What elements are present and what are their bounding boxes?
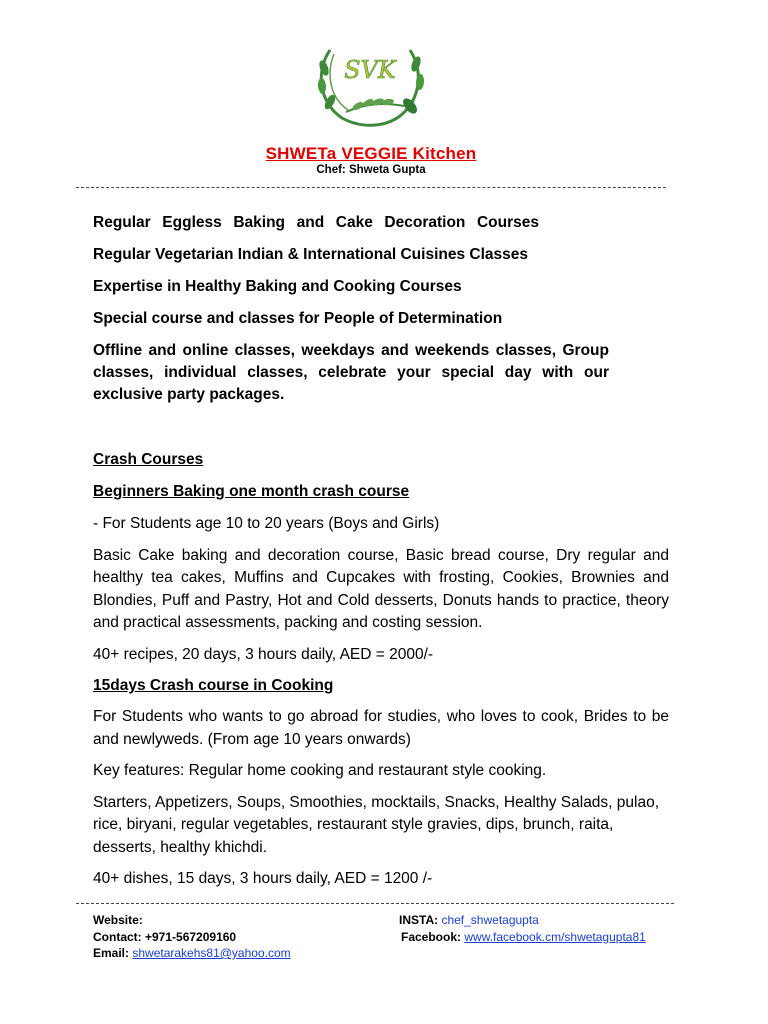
intro-line: Expertise in Healthy Baking and Cooking Courses: [93, 278, 462, 295]
divider-top: [76, 187, 666, 188]
crash-courses-section: [93, 449, 669, 891]
insta-handle[interactable]: chef_shwetagupta: [441, 913, 539, 927]
intro-line: Regular Eggless Baking and Cake Decoration Courses: [93, 214, 539, 231]
contact-phone: Contact: +971-567209160: [93, 929, 237, 944]
cooking-course-heading: 15days Crash course in Cooking: [93, 677, 334, 694]
baking-pricing: 40+ recipes, 20 days, 3 hours daily, AED = 2000/-: [93, 645, 434, 663]
facebook-info: [401, 929, 646, 946]
facebook-label: Facebook:: [401, 929, 462, 944]
baking-course-heading: Beginners Baking one month crash course: [93, 483, 410, 500]
insta-label: INSTA:: [399, 913, 439, 927]
cooking-features: Key features: Regular home cooking and restaurant style cooking.: [93, 762, 547, 779]
cooking-audience: For Students who wants to go abroad for studies, who loves to cook, Brides to be and newlyweds. (From age 10 years onwards): [93, 708, 669, 748]
email-link[interactable]: shwetarakehs81@yahoo.com: [132, 946, 291, 960]
baking-description: Basic Cake baking and decoration course, Basic bread course, Dry regular and healthy tea cakes, Muffins and Cupcakes with frosting, Cookies, Brownies and Blondies, Puff and Pastry, Hot and Cold desserts, Donuts hands to practice, theory and practical assessments, packing and costing session.: [93, 546, 669, 631]
intro-line: Regular Vegetarian Indian & International Cuisines Classes: [93, 246, 528, 263]
email-label: Email:: [93, 946, 130, 960]
intro-paragraph: Offline and online classes, weekdays and weekends classes, Group classes, individual classes, celebrate your special day with our exclusive party packages.: [93, 342, 609, 403]
divider-bottom: [76, 903, 674, 904]
chef-name: Chef: Shweta Gupta: [316, 164, 426, 176]
email-info: [93, 945, 399, 962]
insta-info: [399, 912, 539, 929]
facebook-link[interactable]: www.facebook.cm/shwetagupta81: [464, 929, 646, 944]
baking-audience: - For Students age 10 to 20 years (Boys and Girls): [93, 515, 440, 532]
logo-text: SVK: [344, 56, 396, 84]
svk-logo: [312, 40, 428, 128]
crash-courses-heading: Crash Courses: [93, 451, 204, 468]
website-label: Website:: [93, 913, 143, 927]
intro-line: Special course and classes for People of Determination: [93, 310, 503, 327]
footer: [93, 912, 683, 962]
cooking-pricing: 40+ dishes, 15 days, 3 hours daily, AED = 1200 /-: [93, 870, 433, 887]
cooking-menu: Starters, Appetizers, Soups, Smoothies, mocktails, Snacks, Healthy Salads, pulao, rice, biryani, regular vegetables, restaurant style gravies, dips, brunch, raita, desserts, healthy khichdi.: [93, 793, 660, 856]
kitchen-title: SHWETa VEGGIE Kitchen: [265, 144, 477, 163]
intro-section: [93, 212, 669, 406]
